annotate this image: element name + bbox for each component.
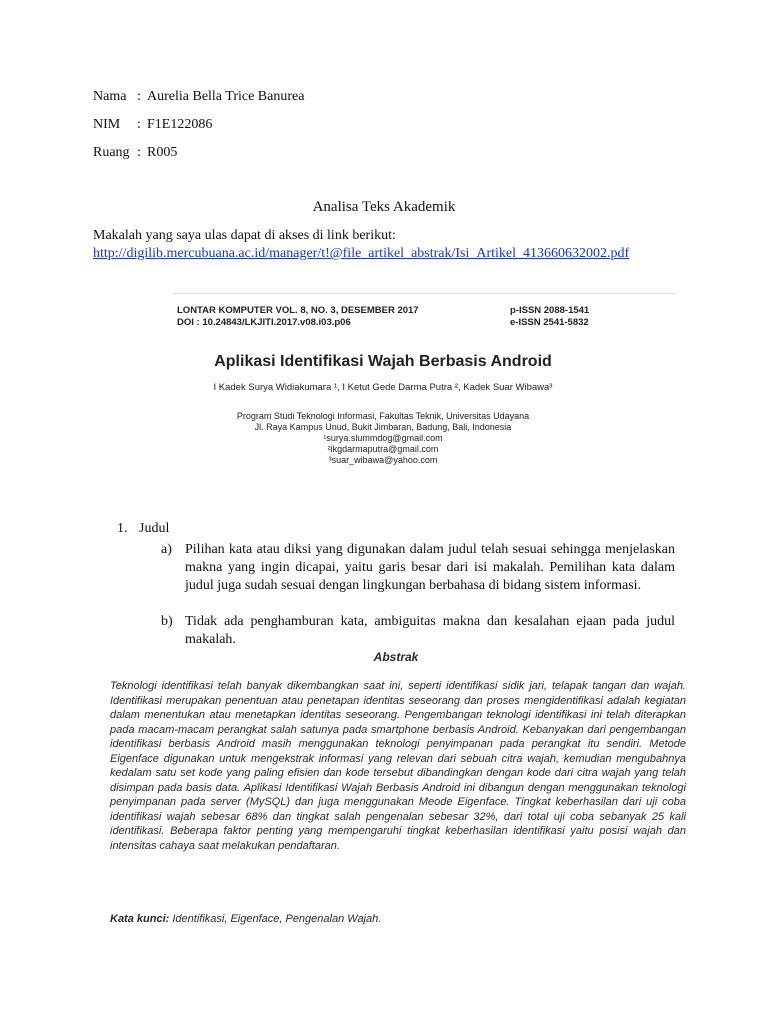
item-a-letter: a) [161, 542, 172, 557]
journal-volume: LONTAR KOMPUTER VOL. 8, NO. 3, DESEMBER 2017 [177, 305, 419, 316]
intro-paragraph [93, 227, 683, 263]
email-1: ¹surya.slummdog@gmail.com [323, 433, 443, 443]
list-heading: Judul [139, 521, 170, 536]
journal-top-rule [173, 293, 676, 294]
keyword-label: Kata kunci: [110, 913, 170, 925]
abstract-title: Abstrak [373, 650, 419, 664]
abstract-body: Teknologi identifikasi telah banyak dikembangkan saat ini, seperti identifikasi sidik jari, telapak tangan dan wajah. Identifikasi merupakan penentuan atau penetapan identitas seseorang dan proses mengidentifikasi adalah kegiatan dalam menentukan atau menetapkan identitas seseorang. Pengembangan teknologi identifikasi ini telah diterapkan pada macam-macam perangkat salah satunya pada smartphone berbasis Android. Kebanyakan dari pengembangan identifikasi berbasis Android masih menggunakan teknologi penyimpanan pada perangkat itu sendiri. Metode Eigenface digunakan untuk mengekstrak informasi yang relevan dari sebuah citra wajah, kemudian mengubahnya kedalam satu set kode yang paling efisien dan kode tersebut dibandingkan dengan kode dari citra wajah yang telah disimpan pada basis data. Aplikasi Identifikasi Wajah Berbasis Android ini dibangun dengan menggunakan teknologi penyimpanan pada server (MySQL) dan juga menggunakan Meode Eigenface. Tingkat keberhasilan dari uji coba identifikasi wajah sebesar 68% dan tingkat salah pengenalan sebesar 32%, dari total uji coba sebanyak 25 kali identifikasi. Beberapa faktor penting yang mempengaruhi tingkat keberhasilan identifikasi yaitu posisi wajah dan intensitas cahaya saat melakukan pendaftaran. [110, 680, 686, 852]
nim-separator: : [137, 117, 141, 132]
list-number: 1. [117, 521, 128, 536]
journal-left-info [177, 305, 419, 329]
journal-eissn: e-ISSN 2541-5832 [510, 317, 589, 328]
nim-value: F1E122086 [147, 117, 213, 132]
ruang-row [93, 144, 177, 162]
journal-affiliation [173, 411, 593, 466]
email-2: ²ikgdarmaputra@gmail.com [327, 444, 439, 454]
intro-text: Makalah yang saya ulas dapat di akses di link berikut: [93, 228, 396, 243]
journal-authors: I Kadek Surya Widiakumara ¹, I Ketut Gede Darma Putra ², Kadek Suar Wibawa³ [213, 382, 553, 393]
item-b-letter: b) [161, 614, 173, 629]
email-3: ³suar_wibawa@yahoo.com [328, 455, 438, 465]
keyword-values: Identifikasi, Eigenface, Pengenalan Wajah. [172, 913, 382, 925]
list-item-b [161, 613, 675, 649]
nama-separator: : [137, 89, 141, 104]
nama-value: Aurelia Bella Trice Banurea [147, 89, 305, 104]
abstract-keywords [110, 913, 381, 925]
affiliation-line-2: Jl. Raya Kampus Unud, Bukit Jimbaran, Badung, Bali, Indonesia [254, 422, 512, 432]
nim-row [93, 116, 212, 134]
list-item-a [161, 541, 675, 595]
article-link[interactable]: http://digilib.mercubuana.ac.id/manager/t!@file_artikel_abstrak/Isi_Artikel_413660632002.pdf [93, 246, 630, 261]
affiliation-line-1: Program Studi Teknologi Informasi, Fakultas Teknik, Universitas Udayana [236, 411, 530, 421]
journal-header-image [173, 293, 676, 473]
journal-pissn: p-ISSN 2088-1541 [510, 305, 590, 316]
ruang-separator: : [137, 145, 141, 160]
journal-doi: DOI : 10.24843/LKJITI.2017.v08.i03.p06 [177, 317, 351, 328]
nama-label: Nama [93, 89, 127, 104]
nama-row [93, 88, 304, 106]
ruang-value: R005 [147, 145, 178, 160]
journal-article-title: Aplikasi Identifikasi Wajah Berbasis Android [214, 353, 552, 370]
ruang-label: Ruang [93, 145, 130, 160]
item-b-text: Tidak ada penghamburan kata, ambiguitas makna dan kesalahan ejaan pada judul makalah. [185, 614, 675, 647]
abstract-image [106, 648, 686, 938]
journal-issn [510, 305, 589, 329]
item-a-text: Pilihan kata atau diksi yang digunakan dalam judul telah sesuai sehingga menjelaskan makna yang ingin dicapai, yaitu garis besar dari isi makalah. Pemilihan kata dalam judul juga sudah sesuai dengan lingkungan berbahasa di bidang sistem informasi. [185, 542, 675, 593]
nim-label: NIM [93, 117, 121, 132]
document-title: Analisa Teks Akademik [312, 199, 456, 215]
